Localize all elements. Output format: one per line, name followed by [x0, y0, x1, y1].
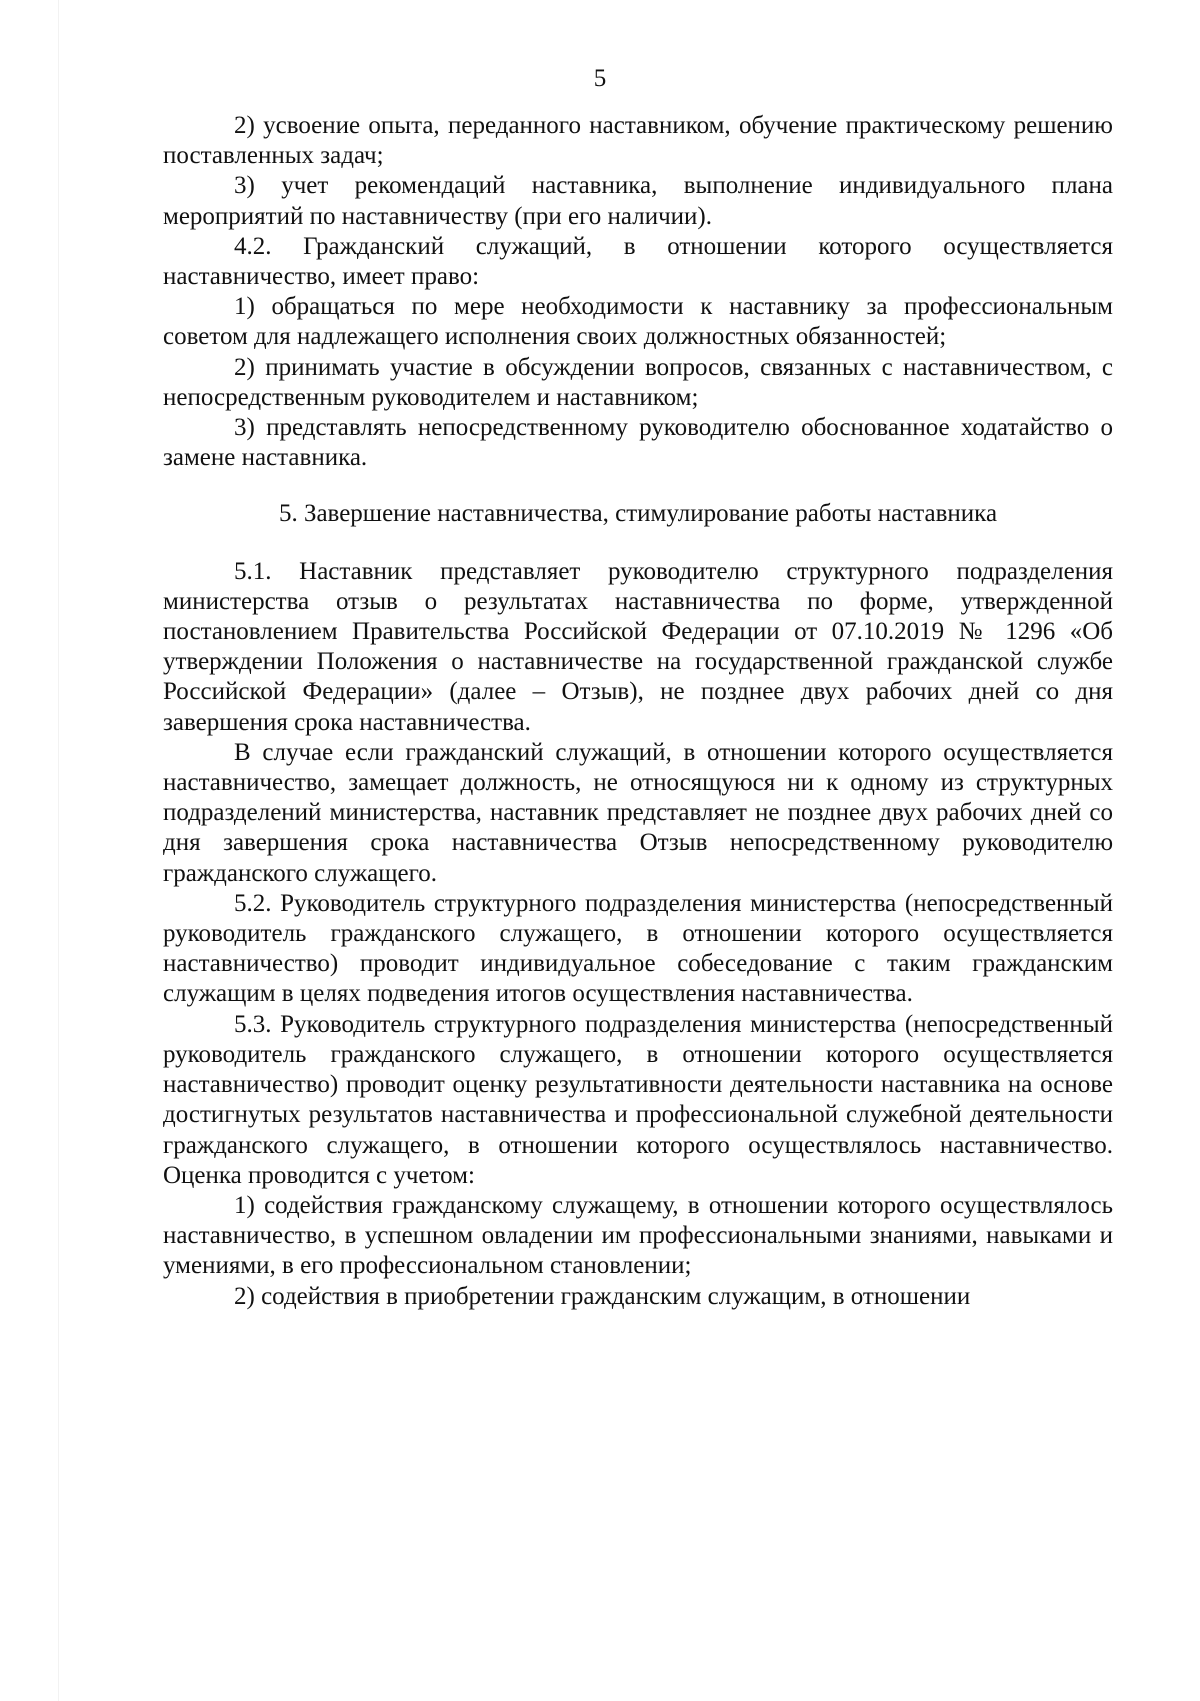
paragraph-5-2: 5.2. Руководитель структурного подразделения министерства (непосредственный руководитель гражданского служащего, в отношении которого осуществляется наставничество) проводит индивидуальное собеседование с таким гражданским служащим в целях подведения итогов осуществления наставничества.: [163, 889, 1113, 1008]
paragraph-4-2: 4.2. Гражданский служащий, в отношении которого осуществляется наставничество, имеет право:: [163, 232, 1113, 291]
page-number: 5: [593, 65, 607, 92]
paragraph-5-3: 5.3. Руководитель структурного подразделения министерства (непосредственный руководитель гражданского служащего, в отношении которого осуществляется наставничество) проводит оценку результативности деятельности наставника на основе достигнутых результатов наставничества и профессиональной служебной деятельности гражданского служащего, в отношении которого осуществлялось наставничество. Оценка проводится с учетом:: [163, 1010, 1113, 1189]
document-body: [163, 111, 1113, 1312]
section-5-heading: 5. Завершение наставничества, стимулирование работы наставника: [278, 500, 998, 528]
scan-edge-line: [58, 0, 59, 1701]
paragraph-duty-3: 3) учет рекомендаций наставника, выполнение индивидуального плана мероприятий по наставничеству (при его наличии).: [163, 172, 1113, 230]
paragraph-duty-2: 2) усвоение опыта, переданного наставником, обучение практическому решению поставленных задач;: [163, 112, 1113, 170]
paragraph-5-1: 5.1. Наставник представляет руководителю структурного подразделения министерства отзыв о результатах наставничества по форме, утвержденной постановлением Правительства Российской Федерации от 07.10.2019 № 1296 «Об утверждении Положения о наставничестве на государственной гражданской службе Российской Федерации» (далее – Отзыв), не позднее двух рабочих дней со дня завершения срока наставничества.: [163, 557, 1113, 736]
paragraph-5-1-case: В случае если гражданский служащий, в отношении которого осуществляется наставничество, замещает должность, не относящуюся ни к одному из структурных подразделений министерства, наставник представляет не позднее двух рабочих дней со дня завершения срока наставничества Отзыв непосредственному руководителю гражданского служащего.: [163, 738, 1113, 887]
paragraph-right-3: 3) представлять непосредственному руководителю обоснованное ходатайство о замене наставника.: [163, 414, 1113, 472]
paragraph-criterion-2: 2) содействия в приобретении гражданским служащим, в отношении: [234, 1282, 971, 1310]
paragraph-right-2: 2) принимать участие в обсуждении вопросов, связанных с наставничеством, с непосредственным руководителем и наставником;: [163, 353, 1113, 411]
paragraph-criterion-1: 1) содействия гражданскому служащему, в отношении которого осуществлялось наставничество, в успешном овладении им профессиональными знаниями, навыками и умениями, в его профессиональном становлении;: [163, 1191, 1113, 1280]
paragraph-right-1: 1) обращаться по мере необходимости к наставнику за профессиональным советом для надлежащего исполнения своих должностных обязанностей;: [163, 293, 1113, 351]
